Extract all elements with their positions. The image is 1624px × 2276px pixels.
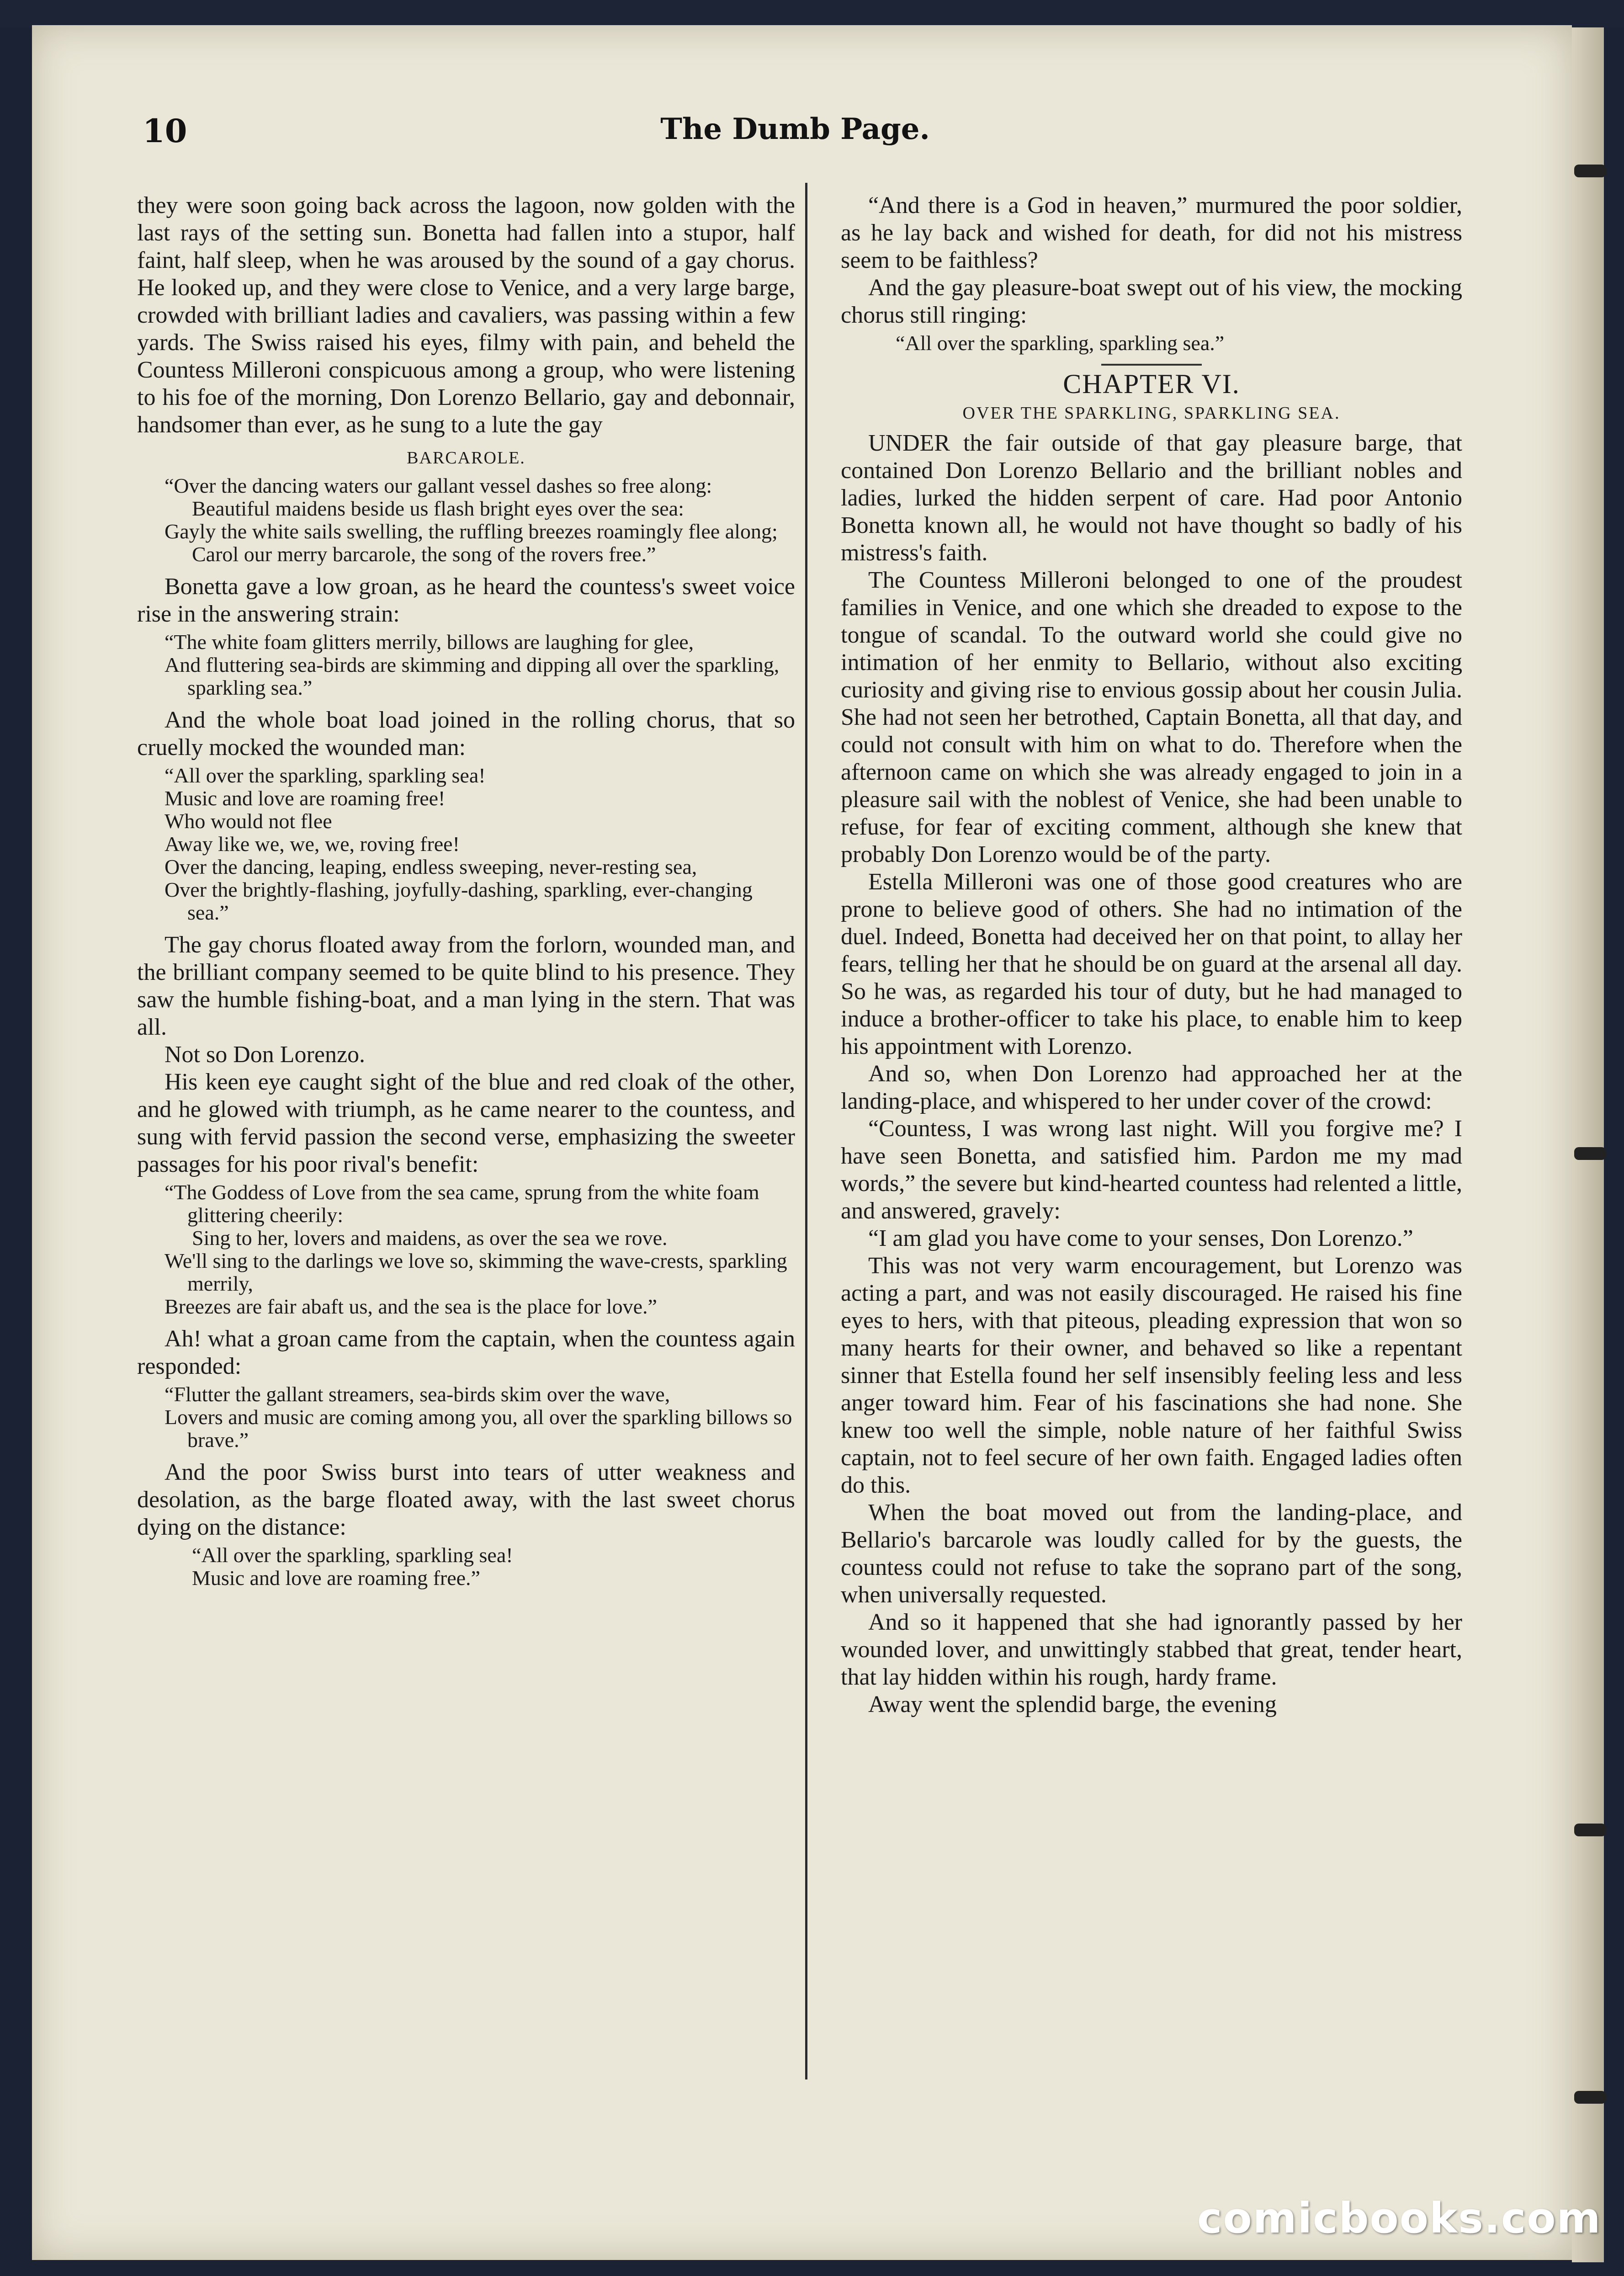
page-header bbox=[110, 112, 1481, 162]
staple-mark bbox=[1574, 165, 1606, 177]
verse-line: “All over the sparkling, sparkling sea! bbox=[192, 1543, 513, 1567]
verse-line: “All over the sparkling, sparkling sea.” bbox=[896, 331, 1225, 355]
verse-line: “The Goddess of Love from the sea came, sprung from the white foam glittering cheerily: bbox=[165, 1181, 759, 1227]
paragraph: they were soon going back across the lagoon, now golden with the last rays of the setting sun. Bonetta had fallen into a stupor, half faint, half sleep, when he was aroused by the sound of a gay chorus. He looked up, and they were close to Venice, and a very large barge, crowded with brilliant ladies and cavaliers, was passing within a few yards. The Swiss raised his eyes, filmy with pain, and beheld the Countess Milleroni conspicuous among a group, who were listening to his foe of the morning, Don Lorenzo Bellario, gay and debonnair, handsomer than ever, as he sung to a lute the gay bbox=[137, 192, 795, 438]
paragraph: Bonetta gave a low groan, as he heard the countess's sweet voice rise in the answering strain: bbox=[137, 574, 795, 627]
verse bbox=[137, 1544, 795, 1590]
paragraph: The Countess Milleroni belonged to one of the proudest families in Venice, and one which she dreaded to expose to the tongue of scandal. To the outward world she could give no intimation of her enmity to Bellario, without also exciting curiosity and giving rise to envious gossip about her cousin Julia. She had not seen her betrothed, Captain Bonetta, all that day, and could not consult with him on what to do. Therefore when the afternoon came on which she was already engaged to join in a pleasure sail with the noblest of Venice, she had been unable to refuse, for fear of exciting comment, although she knew that probably Don Lorenzo would be of the party. bbox=[841, 567, 1462, 867]
paragraph: “I am glad you have come to your senses, Don Lorenzo.” bbox=[868, 1225, 1413, 1251]
song-title: BARCAROLE. bbox=[407, 448, 525, 468]
paragraph: UNDER the fair outside of that gay pleasure barge, that contained Don Lorenzo Bellario and the brilliant nobles and ladies, lurked the hidden serpent of care. Had poor Antonio Bonetta known all, he would not have thought so badly of his mistress's faith. bbox=[841, 430, 1462, 566]
verse-line: Lovers and music are coming among you, all over the sparkling billows so brave.” bbox=[165, 1405, 792, 1452]
verse-line: “Over the dancing waters our gallant vessel dashes so free along: bbox=[165, 474, 712, 497]
staple-mark bbox=[1574, 1824, 1606, 1836]
paragraph: And the poor Swiss burst into tears of utter weakness and desolation, as the barge floated away, with the last sweet chorus dying on the distance: bbox=[137, 1459, 795, 1540]
verse-line: Beautiful maidens beside us flash bright eyes over the sea: bbox=[192, 497, 684, 520]
verse-line: “Flutter the gallant streamers, sea-birds skim over the wave, bbox=[165, 1383, 670, 1406]
verse bbox=[137, 764, 795, 924]
verse bbox=[841, 332, 1462, 355]
paragraph: Not so Don Lorenzo. bbox=[165, 1042, 366, 1068]
page-edge bbox=[1572, 27, 1604, 2262]
paragraph: “Countess, I was wrong last night. Will you forgive me? I have seen Bonetta, and satisfied him. Pardon me my mad words,” the severe but kind-hearted countess had relented a little, and answered, gravely: bbox=[841, 1116, 1462, 1224]
running-title: The Dumb Page. bbox=[660, 112, 930, 146]
verse bbox=[137, 474, 795, 566]
verse bbox=[137, 1181, 795, 1318]
chapter-title: CHAPTER VI. bbox=[1063, 369, 1240, 399]
paragraph: Away went the splendid barge, the evening bbox=[868, 1691, 1277, 1718]
verse-line: We'll sing to the darlings we love so, skimming the wave-crests, sparkling merrily, bbox=[165, 1249, 787, 1295]
column-divider bbox=[805, 183, 807, 2079]
paragraph: Estella Milleroni was one of those good creatures who are prone to believe good of others. She had no intimation of the duel. Indeed, Bonetta had deceived her on that point, to allay her fears, telling her that he should be on guard at the arsenal all day. So he was, as regarded his tour of duty, but he had managed to induce a brother-officer to take his place, to enable him to keep his appointment with Lorenzo. bbox=[841, 869, 1462, 1059]
verse-line: “The white foam glitters merrily, billows are laughing for glee, bbox=[165, 630, 694, 654]
verse-line: And fluttering sea-birds are skimming and dipping all over the sparkling, sparkling sea.” bbox=[165, 653, 780, 699]
verse bbox=[137, 1383, 795, 1452]
verse-line: Over the dancing, leaping, endless sweeping, never-resting sea, bbox=[165, 855, 697, 878]
verse-line: Music and love are roaming free.” bbox=[192, 1566, 480, 1590]
staple-mark bbox=[1574, 1147, 1606, 1160]
verse-line: Gayly the white sails swelling, the ruffling breezes roamingly flee along; bbox=[165, 520, 778, 543]
verse bbox=[137, 631, 795, 699]
scan-border bbox=[0, 0, 1624, 27]
verse-line: Music and love are roaming free! bbox=[165, 787, 446, 810]
paragraph: And the whole boat load joined in the rolling chorus, that so cruelly mocked the wounded man: bbox=[137, 707, 795, 760]
paragraph: His keen eye caught sight of the blue and red cloak of the other, and he glowed with triumph, as he came nearer to the countess, and sung with fervid passion the second verse, emphasizing the sweeter passages for his poor rival's benefit: bbox=[137, 1069, 795, 1177]
section-rule bbox=[1101, 364, 1202, 366]
verse-line: Over the brightly-flashing, joyfully-dashing, sparkling, ever-changing sea.” bbox=[165, 878, 753, 924]
verse-line: Breezes are fair abaft us, and the sea is the place for love.” bbox=[165, 1295, 657, 1318]
watermark: comicbooks.com bbox=[1197, 2194, 1602, 2243]
staple-mark bbox=[1574, 2091, 1606, 2104]
paragraph: And so, when Don Lorenzo had approached her at the landing-place, and whispered to her under cover of the crowd: bbox=[841, 1061, 1462, 1114]
paragraph: And so it happened that she had ignorantly passed by her wounded lover, and unwittingly stabbed that great, tender heart, that lay hidden within his rough, hardy frame. bbox=[841, 1609, 1462, 1690]
verse-line: Who would not flee bbox=[165, 809, 332, 833]
verse-line: Carol our merry barcarole, the song of the rovers free.” bbox=[192, 542, 656, 566]
verse-line: “All over the sparkling, sparkling sea! bbox=[165, 764, 486, 787]
verse-line: Away like we, we, we, roving free! bbox=[165, 832, 460, 856]
left-column bbox=[137, 192, 795, 1597]
paragraph: “And there is a God in heaven,” murmured the poor soldier, as he lay back and wished for death, for did not his mistress seem to be faithless? bbox=[841, 192, 1462, 273]
right-column bbox=[841, 192, 1462, 1718]
verse-line: Sing to her, lovers and maidens, as over the sea we rove. bbox=[192, 1226, 668, 1250]
chapter-subtitle: OVER THE SPARKLING, SPARKLING SEA. bbox=[962, 404, 1341, 423]
paragraph: When the boat moved out from the landing-place, and Bellario's barcarole was loudly called for by the guests, the countess could not refuse to take the soprano part of the song, when universally requested. bbox=[841, 1500, 1462, 1608]
paragraph: This was not very warm encouragement, but Lorenzo was acting a part, and was not easily discouraged. He raised his fine eyes to hers, with that piteous, pleading expression that won so many hearts for their owner, and behaved so like a repentant sinner that Estella found her self insensibly feeling less and less anger toward him. Fear of his fascinations she had none. She knew too well the simple, noble nature of her faithful Swiss captain, not to feel secure of her own faith. Engaged ladies often do this. bbox=[841, 1253, 1462, 1498]
paragraph: Ah! what a groan came from the captain, when the countess again responded: bbox=[137, 1326, 795, 1379]
page-number: 10 bbox=[143, 112, 187, 150]
paragraph: The gay chorus floated away from the forlorn, wounded man, and the brilliant company seemed to be quite blind to his presence. They saw the humble fishing-boat, and a man lying in the stern. That was all. bbox=[137, 932, 795, 1040]
paragraph: And the gay pleasure-boat swept out of his view, the mocking chorus still ringing: bbox=[841, 275, 1462, 328]
